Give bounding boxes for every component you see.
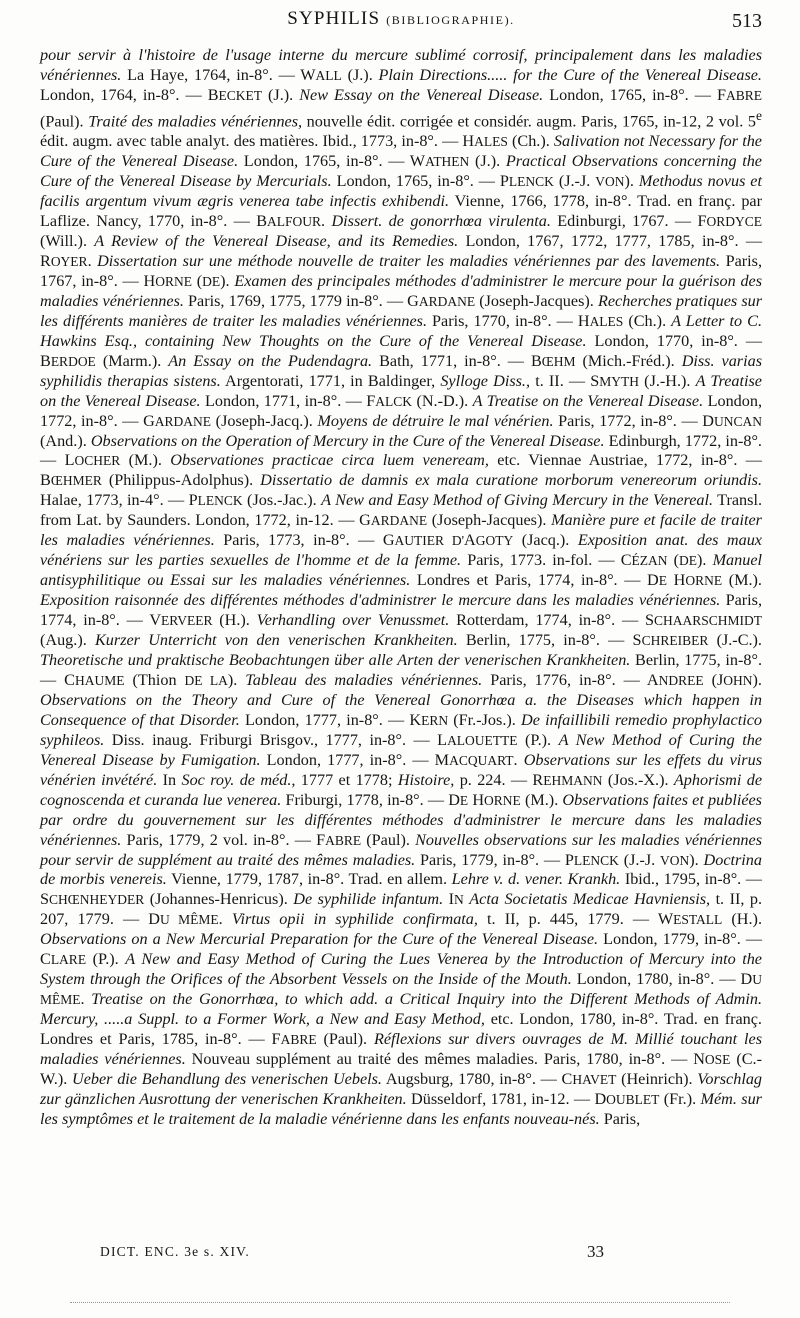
running-head: [40, 8, 762, 30]
footer-volume-signature: DICT. ENC. 3e s. XIV.: [100, 1244, 250, 1259]
bottom-dotted-rule: [70, 1302, 730, 1304]
footer-signature-number: 33: [587, 1242, 604, 1261]
page-number: 513: [732, 10, 762, 32]
running-head-title: SYPHILIS: [287, 8, 381, 29]
running-head-subtitle: (BIBLIOGRAPHIE).: [386, 13, 515, 27]
bibliography-text: pour servir à l'histoire de l'usage interne du mercure sublimé corrosif, principalement dans les maladies vénériennes. La Haye, 1764, in-8°. — WALL (J.). Plain Directions..... for the Cure of the Venereal Disease. London, 1764, in-8°. — BECKET (J.). New Essay on the Venereal Disease. London, 1765, in-8°. — FABRE (Paul). Traité des maladies vénériennes, nouvelle édit. corrigée et considér. augm. Paris, 1765, in-12, 2 vol. 5e édit. augm. avec table analyt. des matières. Ibid., 1773, in-8°. — HALES (Ch.). Salivation not Necessary for the Cure of the Venereal Disease. London, 1765, in-8°. — WATHEN (J.). Practical Observations concerning the Cure of the Venereal Disease by Mercurials. London, 1765, in-8°. — PLENCK (J.-J. VON). Methodus novus et facilis argentum vivum ægris venerea tabe infectis exhibendi. Vienne, 1766, 1778, in-8°. Trad. en franç. par Laflize. Nancy, 1770, in-8°. — BALFOUR. Dissert. de gonorrhœa virulenta. Edinburgi, 1767. — FORDYCE (Will.). A Review of the Venereal Disease, and its Remedies. London, 1767, 1772, 1777, 1785, in-8°. — ROYER. Dissertation sur une méthode nouvelle de traiter les maladies vénériennes par des lavements. Paris, 1767, in-8°. — HORNE (DE). Examen des principales méthodes d'administrer le mercure pour la guérison des maladies vénériennes. Paris, 1769, 1775, 1779 in-8°. — GARDANE (Joseph-Jacques). Recherches pratiques sur les différents manières de traiter les maladies vénériennes. Paris, 1770, in-8°. — HALES (Ch.). A Letter to C. Hawkins Esq., containing New Thoughts on the Cure of the Venereal Disease. London, 1770, in-8°. — BERDOE (Marm.). An Essay on the Pudendagra. Bath, 1771, in-8°. — BŒHM (Mich.-Fréd.). Diss. varias syphilidis therapias sistens. Argentorati, 1771, in Baldinger, Sylloge Diss., t. II. — SMYTH (J.-H.). A Treatise on the Venereal Disease. London, 1771, in-8°. — FALCK (N.-D.). A Treatise on the Venereal Disease. London, 1772, in-8°. — GARDANE (Joseph-Jacq.). Moyens de détruire le mal vénérien. Paris, 1772, in-8°. — DUNCAN (And.). Observations on the Operation of Mercury in the Cure of the Venereal Disease. Edinburgh, 1772, in-8°. — LOCHER (M.). Observationes practicae circa luem veneream, etc. Viennae Austriae, 1772, in-8°. — BŒHMER (Philippus-Adolphus). Dissertatio de damnis ex mala curatione morborum venereorum oriundis. Halae, 1773, in-4°. — PLENCK (Jos.-Jac.). A New and Easy Method of Giving Mercury in the Venereal. Transl. from Lat. by Saunders. London, 1772, in-12. — GARDANE (Joseph-Jacques). Manière pure et facile de traiter les maladies vénériennes. Paris, 1773, in-8°. — GAUTIER D'AGOTY (Jacq.). Exposition anat. des maux vénériens sur les parties sexuelles de l'homme et de la femme. Paris, 1773. in-fol. — CÉZAN (DE). Manuel antisyphilitique ou Essai sur les maladies vénériennes. Londres et Paris, 1774, in-8°. — DE HORNE (M.). Exposition raisonnée des différentes méthodes d'administrer le mercure dans les maladies vénériennes. Paris, 1774, in-8°. — VERVEER (H.). Verhandling over Venussmet. Rotterdam, 1774, in-8°. — SCHAARSCHMIDT (Aug.). Kurzer Unterricht von den venerischen Krankheiten. Berlin, 1775, in-8°. — SCHREIBER (J.-C.). Theoretische und praktische Beobachtungen über alle Arten der venerischen Krankheiten. Berlin, 1775, in-8°. — CHAUME (Thion DE LA). Tableau des maladies vénériennes. Paris, 1776, in-8°. — ANDREE (JOHN). Observations on the Theory and Cure of the Venereal Gonorrhœa a. the Diseases which happen in Consequence of that Disorder. London, 1777, in-8°. — KERN (Fr.-Jos.). De infaillibili remedio prophylactico syphileos. Diss. inaug. Friburgi Brisgov., 1777, in-8°. — LALOUETTE (P.). A New Method of Curing the Venereal Disease by Fumigation. London, 1777, in-8°. — MACQUART. Observations sur les effets du virus vénérien invétéré. In Soc roy. de méd., 1777 et 1778; Histoire, p. 224. — REHMANN (Jos.-X.). Aphorismi de cognoscenda et curanda lue venerea. Friburgi, 1778, in-8°. — DE HORNE (M.). Observations faites et publiées par ordre du gouvernement sur les différentes méthodes d'administrer le mercure dans les maladies vénériennes. Paris, 1779, 2 vol. in-8°. — FABRE (Paul). Nouvelles observations sur les maladies vénériennes pour servir de supplément au traité des mêmes maladies. Paris, 1779, in-8°. — PLENCK (J.-J. VON). Doctrina de morbis venereis. Vienne, 1779, 1787, in-8°. Trad. en allem. Lehre v. d. vener. Krankh. Ibid., 1795, in-8°. — SCHŒNHEYDER (Johannes-Henricus). De syphilide infantum. IN Acta Societatis Medicae Havniensis, t. II, p. 207, 1779. — DU MÊME. Virtus opii in syphilide confirmata, t. II, p. 445, 1779. — WESTALL (H.). Observations on a New Mercurial Preparation for the Cure of the Venereal Disease. London, 1779, in-8°. — CLARE (P.). A New and Easy Method of Curing the Lues Venerea by the Introduction of Mercury into the System through the Orifices of the Absorbent Vessels on the Inside of the Mouth. London, 1780, in-8°. — DU MÊME. Treatise on the Gonorrhœa, to which add. a Critical Inquiry into the Different Methods of Admin. Mercury, .....a Suppl. to a Former Work, a New and Easy Method, etc. London, 1780, in-8°. Trad. en franç. Londres et Paris, 1785, in-8°. — FABRE (Paul). Réflexions sur divers ouvrages de M. Millié touchant les maladies vénériennes. Nouveau supplément au traité des mêmes maladies. Paris, 1780, in-8°. — NOSE (C.-W.). Ueber die Behandlung des venerischen Uebels. Augsburg, 1780, in-8°. — CHAVET (Heinrich). Vorschlag zur gänzlichen Ausrottung der venerischen Krankheiten. Düsseldorf, 1781, in-12. — DOUBLET (Fr.). Mém. sur les symptômes et le traitement de la maladie vénérienne dans les enfants nouveau-nés. Paris,: [40, 46, 763, 1128]
page-header: [40, 8, 762, 48]
page-footer: [40, 1244, 762, 1274]
